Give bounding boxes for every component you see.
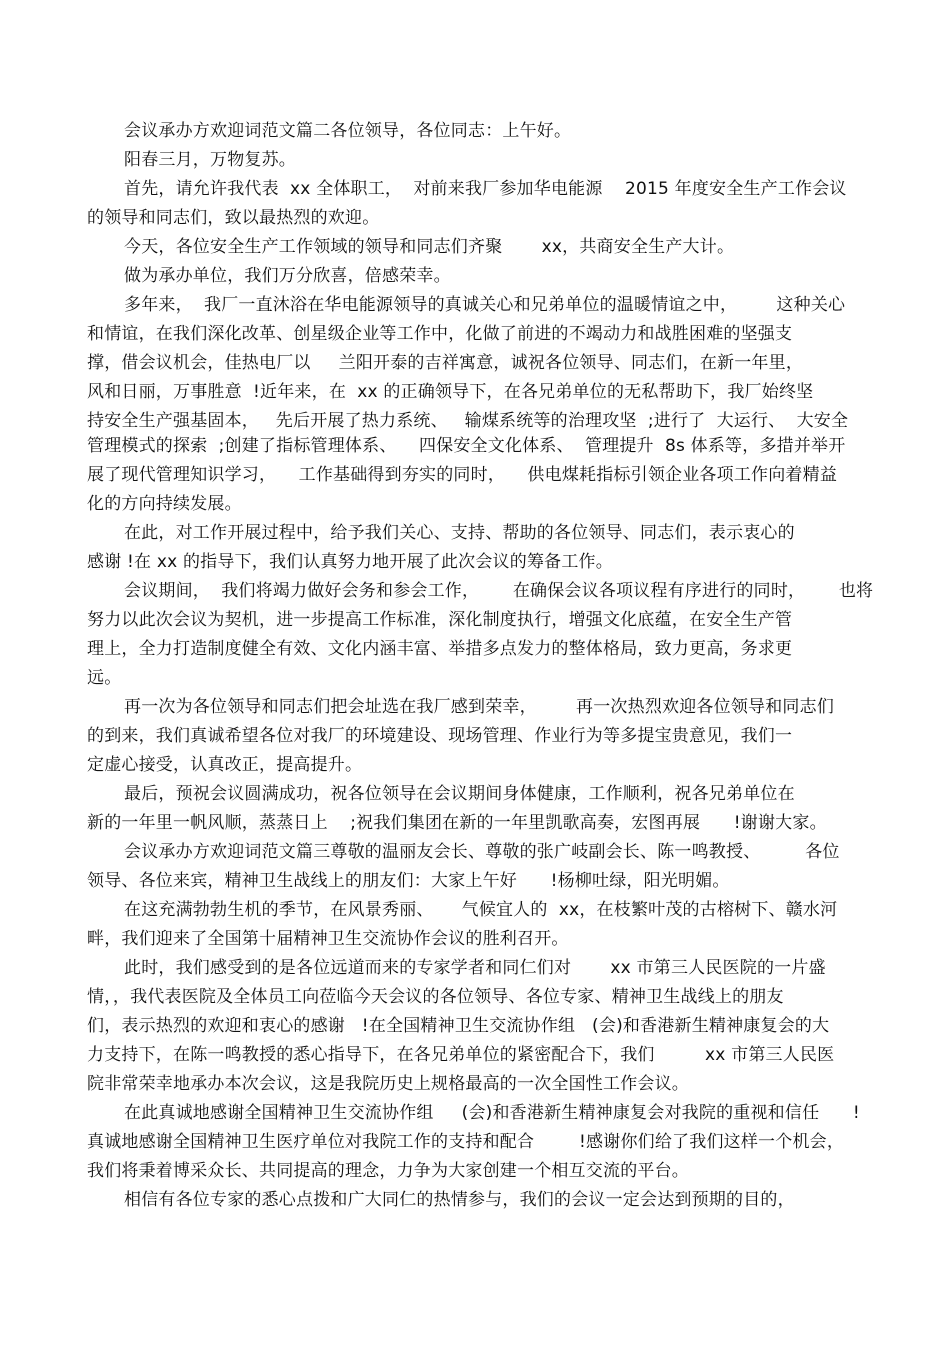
text-line: 的到来，我们真诚希望各位对我厂的环境建设、现场管理、作业行为等多提宝贵意见，我们一 — [87, 726, 793, 746]
text-line: 展了现代管理知识学习， 工作基础得到夯实的同时， 供电煤耗指标引领企业各项工作向着精益 — [87, 465, 838, 485]
text-line: 情，，我代表医院及全体员工向莅临今天会议的各位领导、各位专家、精神卫生战线上的朋友 — [87, 987, 784, 1007]
text-line: 持安全生产强基固本， 先后开展了热力系统、 输煤系统等的治理攻坚 ;进行了 大运行、 大安全 — [87, 411, 849, 431]
text-line: 畔，我们迎来了全国第十届精神卫生交流协作会议的胜利召开。 — [87, 929, 569, 949]
text-line: 今天，各位安全生产工作领域的领导和同志们齐聚 xx，共商安全生产大计。 — [124, 237, 735, 257]
text-line: 定虚心接受，认真改正，提高提升。 — [87, 755, 363, 775]
text-line: 再一次为各位领导和同志们把会址选在我厂感到荣幸， 再一次热烈欢迎各位领导和同志们 — [124, 697, 835, 717]
text-line: 在这充满勃勃生机的季节，在风景秀丽、 气候宜人的 xx，在枝繁叶茂的古榕树下、赣水河 — [124, 900, 838, 920]
text-line: 相信有各位专家的悉心点拨和广大同仁的热情参与，我们的会议一定会达到预期的目的， — [124, 1190, 795, 1210]
text-line: 此时，我们感受到的是各位远道而来的专家学者和同仁们对 xx 市第三人民医院的一片盛 — [124, 958, 826, 978]
text-line: 会议承办方欢迎词范文篇三尊敬的温丽友会长、尊敬的张广岐副会长、陈一鸣教授、 各位 — [124, 842, 840, 862]
text-line: 会议承办方欢迎词范文篇二各位领导，各位同志：上午好。 — [124, 121, 572, 141]
text-line: 理上，全力打造制度健全有效、文化内涵丰富、举措多点发力的整体格局，致力更高，务求更 — [87, 639, 793, 659]
text-line: 远。 — [87, 668, 122, 688]
text-line: 在此，对工作开展过程中，给予我们关心、支持、帮助的各位领导、同志们，表示衷心的 — [124, 523, 795, 543]
text-line: 们，表示热烈的欢迎和衷心的感谢 !在全国精神卫生交流协作组 (会)和香港新生精神康复会的大 — [87, 1016, 830, 1036]
text-line: 最后，预祝会议圆满成功，祝各位领导在会议期间身体健康，工作顺利，祝各兄弟单位在 — [124, 784, 795, 804]
text-line: 首先，请允许我代表 xx 全体职工， 对前来我厂参加华电能源 2015 年度安全生产工作会议 — [124, 179, 847, 199]
text-line: 化的方向持续发展。 — [87, 494, 242, 514]
text-line: 新的一年里一帆风顺，蒸蒸日上 ;祝我们集团在新的一年里凯歌高奏，宏图再展 !谢谢大家。 — [87, 813, 827, 833]
text-line: 的领导和同志们，致以最热烈的欢迎。 — [87, 208, 380, 228]
text-line: 力支持下，在陈一鸣教授的悉心指导下，在各兄弟单位的紧密配合下，我们 xx 市第三人民医 — [87, 1045, 835, 1065]
text-line: 努力以此次会议为契机，进一步提高工作标准，深化制度执行，增强文化底蕴，在安全生产管 — [87, 610, 793, 630]
text-line: 真诚地感谢全国精神卫生医疗单位对我院工作的支持和配合 !感谢你们给了我们这样一个机会， — [87, 1132, 845, 1152]
text-line: 院非常荣幸地承办本次会议，这是我院历史上规格最高的一次全国性工作会议。 — [87, 1074, 689, 1094]
text-line: 风和日丽，万事胜意 !近年来，在 xx 的正确领导下，在各兄弟单位的无私帮助下，我厂始终坚 — [87, 382, 814, 402]
text-line: 在此真诚地感谢全国精神卫生交流协作组 (会)和香港新生精神康复会对我院的重视和信任 ! — [124, 1103, 860, 1123]
text-line: 撑，借会议机会，佳热电厂以 兰阳开泰的吉祥寓意，诚祝各位领导、同志们，在新一年里， — [87, 353, 804, 373]
text-line: 多年来， 我厂一直沐浴在华电能源领导的真诚关心和兄弟单位的温暖情谊之中， 这种关心 — [124, 295, 846, 315]
text-line: 感谢 !在 xx 的指导下，我们认真努力地开展了此次会议的筹备工作。 — [87, 552, 613, 572]
text-line: 和情谊，在我们深化改革、创星级企业等工作中，化做了前进的不竭动力和战胜困难的坚强支 — [87, 324, 793, 344]
text-line: 管理模式的探索 ;创建了指标管理体系、 四保安全文化体系、 管理提升 8s 体系等，多措并举开 — [87, 436, 846, 456]
text-line: 会议期间， 我们将竭力做好会务和参会工作， 在确保会议各项议程有序进行的同时， 也将 — [124, 581, 874, 601]
text-line: 阳春三月，万物复苏。 — [124, 150, 296, 170]
text-line: 我们将秉着博采众长、共同提高的理念，力争为大家创建一个相互交流的平台。 — [87, 1161, 689, 1181]
text-line: 做为承办单位，我们万分欣喜，倍感荣幸。 — [124, 266, 451, 286]
text-line: 领导、各位来宾，精神卫生战线上的朋友们：大家上午好 !杨柳吐绿，阳光明媚。 — [87, 871, 730, 891]
